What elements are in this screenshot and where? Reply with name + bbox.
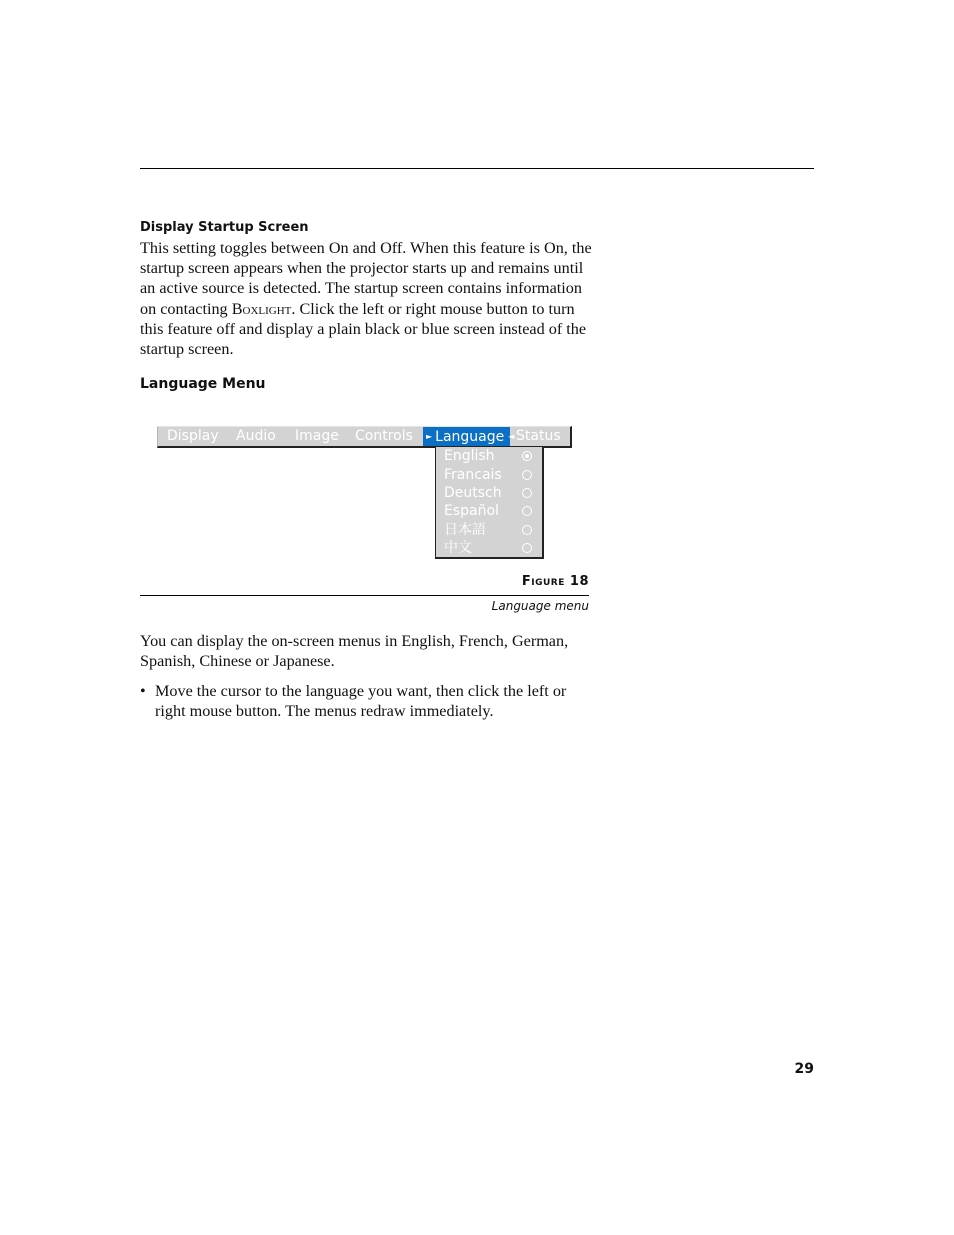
language-option-japanese[interactable] bbox=[436, 521, 542, 539]
tab-language-label: Language bbox=[435, 429, 505, 445]
radio-icon bbox=[522, 525, 532, 535]
display-startup-screen-heading: Display Startup Screen bbox=[140, 220, 309, 235]
brand-name: Boxlight bbox=[231, 299, 292, 318]
language-option-label: Francais bbox=[444, 467, 502, 483]
tab-status[interactable]: Status bbox=[516, 428, 561, 444]
radio-icon bbox=[522, 451, 532, 461]
startup-text-before-brand: This setting toggles between On and Off. When this feature is On, the startup screen appears when the projector starts up and remains until an active source is detected. The startup screen contains information on contacting bbox=[140, 239, 592, 318]
tab-display[interactable]: Display bbox=[167, 428, 219, 444]
language-option-label: Español bbox=[444, 503, 499, 519]
figure-rule bbox=[140, 595, 589, 596]
language-option-label: 中文 bbox=[444, 540, 472, 556]
language-option-deutsch[interactable] bbox=[436, 484, 542, 502]
figure-caption: Language menu bbox=[491, 599, 589, 613]
tab-image[interactable]: Image bbox=[295, 428, 339, 444]
selection-arrow-left-icon: ◄ bbox=[508, 432, 515, 441]
language-option-label: English bbox=[444, 448, 495, 464]
tab-audio[interactable]: Audio bbox=[236, 428, 276, 444]
tab-controls[interactable]: Controls bbox=[355, 428, 413, 444]
language-menu-heading: Language Menu bbox=[140, 376, 266, 392]
bullet-text: Move the cursor to the language you want, then click the left or right mouse button. The menus redraw immediately. bbox=[155, 682, 567, 721]
radio-icon bbox=[522, 543, 532, 553]
language-option-english[interactable] bbox=[436, 447, 542, 465]
language-option-label: Deutsch bbox=[444, 485, 502, 501]
tab-language[interactable] bbox=[423, 427, 515, 446]
language-option-chinese[interactable] bbox=[436, 539, 542, 557]
header-rule bbox=[140, 168, 814, 169]
language-option-label: 日本語 bbox=[444, 522, 486, 538]
page-number: 29 bbox=[794, 1061, 814, 1077]
radio-icon bbox=[522, 470, 532, 480]
startup-screen-paragraph bbox=[140, 238, 592, 359]
radio-icon bbox=[522, 488, 532, 498]
radio-icon bbox=[522, 506, 532, 516]
figure-number: Figure 18 bbox=[521, 574, 589, 589]
language-option-espanol[interactable] bbox=[436, 502, 542, 520]
startup-text-after-brand: . Click the left or right mouse button to turn this feature off and display a plain black or blue screen instead of the startup screen. bbox=[140, 299, 587, 359]
language-paragraph: You can display the on-screen menus in English, French, German, Spanish, Chinese or Japanese. bbox=[140, 632, 569, 671]
language-option-francais[interactable] bbox=[436, 466, 542, 484]
language-dropdown bbox=[435, 447, 544, 559]
selection-arrow-right-icon: ► bbox=[426, 432, 433, 441]
bullet-icon: • bbox=[140, 682, 146, 700]
onscreen-menu-bar bbox=[157, 426, 572, 448]
